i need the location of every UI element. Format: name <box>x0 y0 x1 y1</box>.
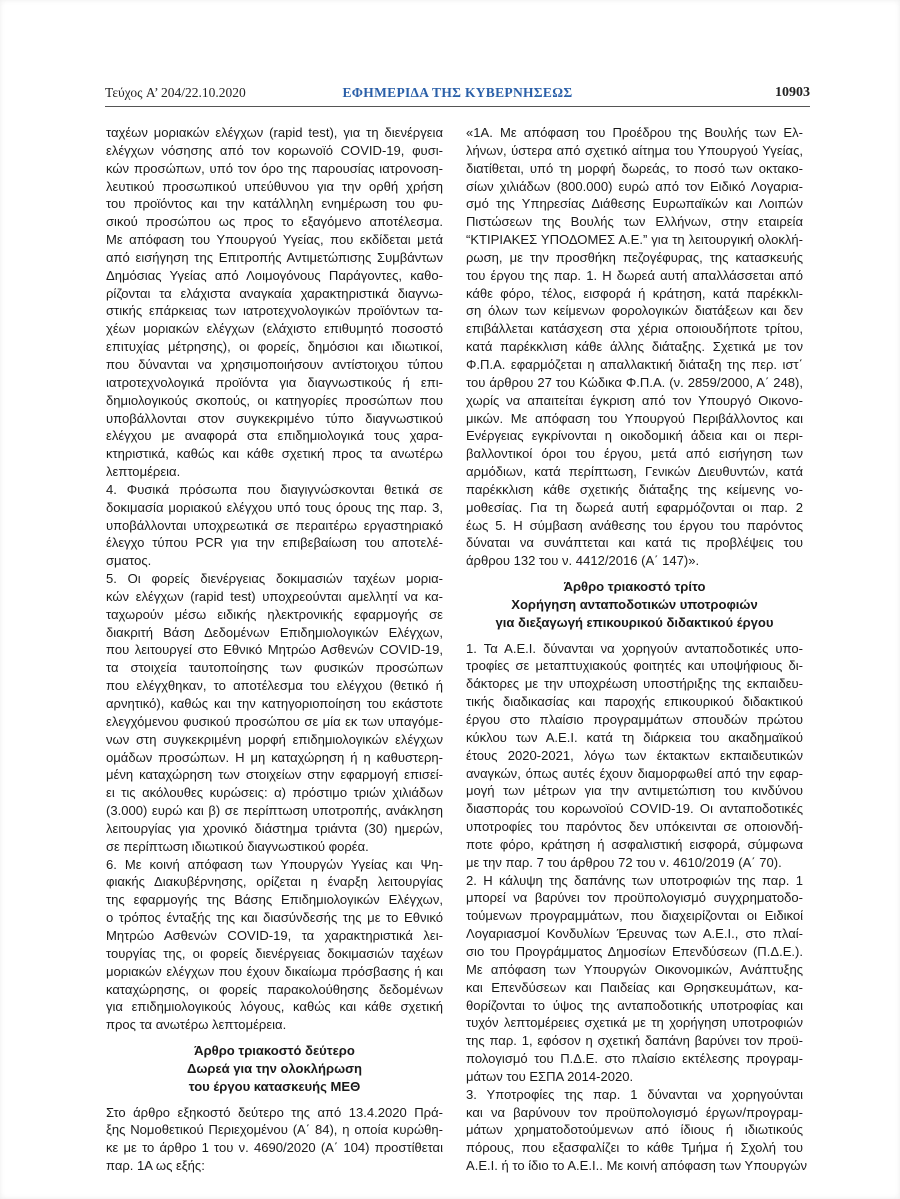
text-line: ρωση, με την προσθήκη πεζογέφυρας, της κατασκευής <box>466 249 803 265</box>
text-line: του προϊόντος και την κατάλληλη ενημέρωση του φυ- <box>106 196 443 212</box>
text-line: μπορεί να βαρύνει τον προϋπολογισμό συγχρηματοδο- <box>466 890 803 906</box>
text-line: τούμενων προγραμμάτων, που διαχειρίζονται οι Ειδικοί <box>466 908 803 924</box>
text-line: κών ελέγχων (rapid test) υποχρεούνται αμελλητί να κα- <box>106 588 443 604</box>
text-line: και να βαρύνουν τον προϋπολογισμό έργων/προγραμ- <box>466 1104 803 1120</box>
text-line: του άρθρου 27 του Κώδικα Φ.Π.Α. (ν. 2859/2000, Α΄ 248), <box>466 374 803 390</box>
text-line: ξης Νομοθετικού Περιεχομένου (Α΄ 84), η οποία κυρώθη- <box>106 1122 443 1138</box>
text-line: 3. Υποτροφίες της παρ. 1 δύνανται να χορηγούνται <box>466 1086 803 1102</box>
text-line: λειτουργίας για χρονικό διάστημα τριάντα (30) ημερών, <box>106 820 443 836</box>
text-line: τικής διαδικασίας και παροχής επικουρικού διδακτικού <box>466 694 803 710</box>
text-line: σίων χιλιάδων (800.000) ευρώ από τον Ειδικό Λογαρια- <box>466 178 803 194</box>
text-line: του έργου της παρ. 1. Η δωρεά αυτή απαλλάσσεται από <box>466 267 803 283</box>
text-line: λήνων, ύστερα από σχετικό αίτημα του Υπουργού Υγείας, <box>466 142 803 158</box>
text-line: δύναται να συνάπτεται και κατά τις προβλέψεις του <box>466 535 803 551</box>
text-line: Με απόφαση του Υπουργού Υγείας, που εκδίδεται μετά <box>106 232 443 248</box>
text-line: ση όλων των κείμενων φορολογικών διατάξεων και δεν <box>466 303 803 319</box>
text-line: παρέκκλιση κάθε σχετικής διάταξης της κείμενης νο- <box>466 481 803 497</box>
text-line: Πιστώσεων της Βουλής των Ελλήνων, στην εταιρεία <box>466 214 803 230</box>
text-line: ο τρόπος ένταξής της και διασύνδεσής της με το Εθνικό <box>106 910 443 926</box>
paragraph-gap <box>106 1034 443 1042</box>
paragraph-gap <box>466 570 803 578</box>
text-line: σε περίπτωση ιδιωτικού διαγνωστικού φορέα. <box>106 838 369 854</box>
text-line: ρίζονται τα ελάχιστα αναγκαία χαρακτηριστικά διαγνω- <box>106 285 443 301</box>
article-heading-line: Άρθρο τριακοστό δεύτερο <box>194 1043 355 1059</box>
text-line: ποτε φόρο, κράτηση ή ασφαλιστική εισφορά, σύμφωνα <box>466 836 803 852</box>
text-line: Ενέργειας εγκρίνονται η οικοδομική άδεια και οι περι- <box>466 428 803 444</box>
text-line: έως 5. Η σύμβαση ανάθεσης του έργου του παρόντος <box>466 517 803 533</box>
left-column <box>106 124 443 1175</box>
text-line: μοριακών ελέγχων που έχουν δικαίωμα πρόσβασης ή και <box>106 963 443 979</box>
text-line: “ΚΤΙΡΙΑΚΕΣ ΥΠΟΔΟΜΕΣ Α.Ε.” για τη λειτουργική ολοκλή- <box>466 232 803 248</box>
text-line: ελεγχόμενου φυσικού προσώπου σε μία εκ των υπαγόμε- <box>106 713 443 729</box>
text-line: φιακής Διακυβέρνησης, ορίζεται η έναρξη λειτουργίας <box>106 874 443 890</box>
text-line: και Επενδύσεων και Παιδείας και Θρησκευμάτων, κα- <box>466 979 803 995</box>
article-heading-line: Χορήγηση ανταποδοτικών υποτροφιών <box>511 596 758 612</box>
text-line: πολογισμό του Π.Δ.Ε. στο πλαίσιο εκτέλεσης προγραμ- <box>466 1051 803 1067</box>
text-line: της παρ. 1, εφόσον η σχετική δαπάνη βαρύνει τον προϋ- <box>466 1033 803 1049</box>
text-line: υποβάλλονται στον συγκεκριμένο τύπο διαγνωστικού <box>106 410 443 426</box>
gazette-title: ΕΦΗΜΕΡΙΔΑ ΤΗΣ ΚΥΒΕΡΝΗΣΕΩΣ <box>342 85 573 100</box>
header-divider <box>105 106 810 107</box>
page-number: 10903 <box>775 85 810 100</box>
text-line: κτηριστικά, καθώς και κάθε σχετική προς τα ανωτέρω <box>106 446 443 462</box>
text-line: Α.Ε.Ι. ή το ίδιο το Α.Ε.Ι.. Με κοινή απόφαση των Υπουργών <box>466 1158 808 1174</box>
text-line: της εφαρμογής της Βάσης Επιδημιολογικών Ελέγχων, <box>106 892 443 908</box>
article-heading-line: του έργου κατασκευής ΜΕΘ <box>188 1078 361 1094</box>
text-line: ιατροτεχνολογικά προϊόντα για διαγνωστικούς ή επι- <box>106 374 443 390</box>
text-line: ελέγχου με αναφορά στα επιδημιολογικά τους χαρα- <box>106 428 443 444</box>
text-line: βαλλοντικοί όροι του έργου, μετά από εισήγηση των <box>466 446 803 462</box>
text-line: κύκλου των Α.Ε.Ι. κατά τη διάρκεια του ακαδημαϊκού <box>466 729 803 745</box>
page-header <box>105 85 810 107</box>
text-line: μένη καταχώρηση των στοιχείων στην εφαρμογή επισεί- <box>106 767 443 783</box>
text-line: άρθρου 132 του ν. 4412/2016 (Α΄ 147)». <box>466 553 700 569</box>
text-line: υποβάλλονται υποχρεωτικά σε περαιτέρω εργαστηριακό <box>106 517 443 533</box>
text-line: 6. Με κοινή απόφαση των Υπουργών Υγείας και Ψη- <box>106 856 443 872</box>
text-line: «1Α. Με απόφαση του Προέδρου της Βουλής των Ελ- <box>466 125 803 140</box>
text-line: επιτυχίας μέτρησης), οι φορείς, δημόσιοι και ιδιωτικοί, <box>106 339 443 355</box>
text-line: μοθεσίας. Για τη δωρεά αυτή εφαρμόζονται οι παρ. 2 <box>466 499 803 515</box>
text-line: παρ. 1Α ως εξής: <box>106 1158 205 1174</box>
text-line: χέων μοριακών ελέγχων (ελάχιστο επιθυμητό ποσοστό <box>106 321 443 337</box>
text-line: κε με το άρθρο 1 του ν. 4690/2020 (Α΄ 104) προστίθεται <box>106 1140 443 1156</box>
text-line: αρμόδιων, κατά περίπτωση, Γενικών Διευθυντών, κατά <box>466 464 803 480</box>
right-column <box>466 124 808 1175</box>
paragraph-gap <box>106 1096 443 1104</box>
paragraph-gap <box>466 632 803 640</box>
text-line: Δημόσιας Υγείας από Λοιμογόνους Παράγοντες, καθο- <box>106 267 443 283</box>
text-line: στικής επάρκειας των ιατροτεχνολογικών προϊόντων τα- <box>106 303 443 319</box>
text-line: αρνητικό), καθώς και την κατηγοριοποίηση του εκάστοτε <box>106 696 443 711</box>
text-line: τα στοιχεία ταυτοποίησης των φυσικών προσώπων <box>106 660 443 676</box>
text-line: με την παρ. 7 του άρθρου 72 του ν. 4610/2019 (Α΄ 70). <box>466 854 782 870</box>
text-line: επιβάλλεται κατάσχεση στα χέρια οποιουδήποτε τρίτου, <box>466 321 803 337</box>
text-line: ταχέων μοριακών ελέγχων (rapid test), για τη διενέργεια <box>106 125 443 140</box>
text-line: μάτων χρηματοδοτούμενων από ίδιους ή ιδιωτικούς <box>466 1122 803 1138</box>
text-line: κατά παρέκκλιση κάθε άλλης διάταξης. Σχετικά με τον <box>466 339 803 355</box>
text-line: από εισήγηση της Επιτροπής Αντιμετώπισης Συμβάντων <box>106 249 443 265</box>
text-line: τροφίες σε μεταπτυχιακούς φοιτητές και υποψήφιους δι- <box>466 658 803 674</box>
text-line: 4. Φυσικά πρόσωπα που διαγιγνώσκονται θετικά σε <box>106 481 443 497</box>
text-line: ομάδων προσώπων. Η μη καταχώρηση ή η καθυστερη- <box>106 749 443 765</box>
text-line: σικού προσώπου ως προς το εξαγόμενο αποτέλεσμα. <box>106 214 443 230</box>
text-line: που ελέγχθηκαν, το αποτέλεσμα του ελέγχου (θετικό ή <box>106 678 443 694</box>
text-line: σιο του Προγράμματος Δημοσίων Επενδύσεων (Π.Δ.Ε.). <box>466 943 803 959</box>
text-line: πόρους, που εξασφαλίζει το κάθε Τμήμα ή Σχολή του <box>466 1140 803 1156</box>
text-line: προς τα ανωτέρω λεπτομέρεια. <box>106 1017 287 1033</box>
text-line: (3.000) ευρώ και β) σε περίπτωση υποτροπής, ανάκληση <box>106 803 443 819</box>
text-line: κών προσώπων, υπό τον όρο της παρουσίας ιατρονοση- <box>106 160 443 176</box>
text-line: για επιδημιολογικούς λόγους, καθώς και κάθε σχετική <box>106 999 443 1015</box>
article-heading-line: Άρθρο τριακοστό τρίτο <box>563 579 706 595</box>
text-line: σματος. <box>106 553 152 569</box>
issue-label: Τεύχος A’ 204/22.10.2020 <box>105 85 246 100</box>
text-line: που λειτουργεί στο Εθνικό Μητρώο Ασθενών COVID-19, <box>106 642 443 658</box>
text-line: ελέγχων νόσησης από τον κορωνοϊό COVID-19, φυσι- <box>106 142 443 158</box>
text-line: ει τις ακόλουθες κυρώσεις: α) πρόστιμο τριών χιλιάδων <box>106 785 443 801</box>
article-heading-line: Δωρεά για την ολοκλήρωση <box>186 1060 363 1076</box>
text-line: μάτων του ΕΣΠΑ 2014-2020. <box>466 1068 634 1084</box>
text-line: Μητρώο Ασθενών COVID-19, τα χαρακτηριστικά λει- <box>106 927 443 943</box>
text-line: θορίζονται το ύψος της ανταποδοτικής υποτροφίας και <box>466 997 803 1013</box>
text-line: διασποράς του κορωνοϊού COVID-19. Οι ανταποδοτικές <box>466 801 803 817</box>
text-line: έτους 2020-2021, λόγω των έκτακτων εκπαιδευτικών <box>466 747 803 763</box>
text-line: διατίθεται, υπό τη μορφή δωρεάς, το ποσό των οκτακο- <box>466 160 803 176</box>
text-line: Λογαριασμοί Κονδυλίων Έρευνας των Α.Ε.Ι., στο πλαί- <box>466 926 803 942</box>
text-line: σμό της Υπηρεσίας Διάθεσης Ευρωπαϊκών και Λοιπών <box>466 196 803 212</box>
text-line: 1. Τα Α.Ε.Ι. δύνανται να χορηγούν ανταποδοτικές υπο- <box>466 640 803 656</box>
text-line: έλεγχο τύπου PCR για την επιβεβαίωση του αποτελέ- <box>106 535 443 551</box>
text-line: μογή των μέτρων για την αντιμετώπιση του κινδύνου <box>466 783 803 799</box>
text-line: διακριτή Βάση Δεδομένων Επιδημιολογικών Ελέγχων, <box>106 624 443 640</box>
text-line: που δύνανται να χρησιμοποιήσουν αντίστοιχου τύπου <box>106 356 443 372</box>
text-line: δάκτορες με την υποχρέωση υποστήριξης της εκπαιδευ- <box>466 676 803 692</box>
text-line: ταχωρούν μέσω ειδικής ηλεκτρονικής εφαρμογής σε <box>106 606 443 622</box>
text-line: αναγκών, όπως αυτές έχουν διαμορφωθεί από την εφαρ- <box>466 765 803 781</box>
text-line: 5. Οι φορείς διενέργειας δοκιμασιών ταχέων μορια- <box>106 571 443 587</box>
text-line: κάθε φόρο, τέλος, εισφορά ή κράτηση, κατά παρέκκλι- <box>466 285 803 301</box>
text-line: 2. Η κάλυψη της δαπάνης των υποτροφιών της παρ. 1 <box>466 872 803 888</box>
text-line: μικών. Με απόφαση του Υπουργού Περιβάλλοντος και <box>466 410 803 426</box>
text-line: Φ.Π.Α. εφαρμόζεται η απαλλακτική διάταξη της περ. ιστ΄ <box>466 356 803 372</box>
text-line: λευτικού προσωπικού υπεύθυνου για την ορθή χρήση <box>106 178 443 194</box>
text-line: τυχόν λεπτομέρειες σχετικά με τη χορήγηση υποτροφιών <box>466 1015 803 1031</box>
text-line: δοκιμασία μοριακού ελέγχου υπό τους όρους της παρ. 3, <box>106 499 443 515</box>
text-line: Με απόφαση των Υπουργών Οικονομικών, Ανάπτυξης <box>466 961 803 977</box>
text-line: λεπτομέρεια. <box>106 464 181 480</box>
text-line: νων στη συγκεκριμένη μορφή επιδημιολογικών ελέγχων <box>106 731 443 747</box>
text-line: δημιολογικούς σκοπούς, οι κατηγορίες προσώπων που <box>106 392 443 408</box>
text-line: τουργίας της, οι φορείς διενέργειας δοκιμασιών ταχέων <box>106 945 443 961</box>
text-line: Στο άρθρο εξηκοστό δεύτερο της από 13.4.2020 Πρά- <box>106 1104 443 1120</box>
text-line: καταχώρησης, οι φορείς παρακολούθησης δεδομένων <box>106 981 443 997</box>
text-line: έργου στο πλαίσιο προγραμμάτων σπουδών πρώτου <box>466 712 803 727</box>
text-line: χωρίς να απαιτείται έγκριση από τον Υπουργό Οικονο- <box>466 392 803 408</box>
article-heading-line: για διεξαγωγή επικουρικού διδακτικού έργου <box>495 614 774 630</box>
text-line: υποτροφίες του παρόντος δεν υπόκεινται σε οποιονδή- <box>466 819 803 835</box>
